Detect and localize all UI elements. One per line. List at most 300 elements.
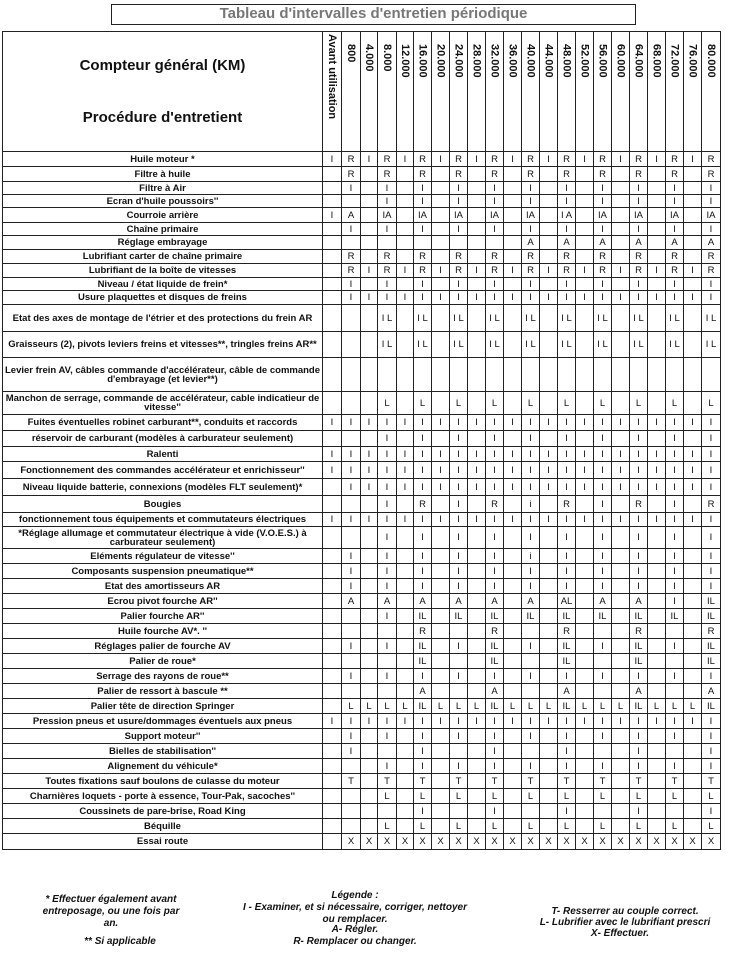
schedule-cell: I [486, 182, 504, 195]
schedule-cell [504, 167, 522, 182]
schedule-cell: R [630, 167, 648, 182]
schedule-cell: I [558, 744, 576, 759]
schedule-cell [576, 549, 594, 564]
schedule-cell: R [558, 167, 576, 182]
schedule-cell: R [702, 624, 721, 639]
schedule-cell [612, 639, 630, 654]
schedule-cell: A [558, 236, 576, 250]
schedule-cell [540, 759, 558, 774]
schedule-cell: I [522, 278, 540, 291]
schedule-cell: I [594, 447, 612, 462]
schedule-cell: IL [702, 639, 721, 654]
procedure-label: Réglages palier de fourche AV [3, 639, 323, 654]
schedule-cell [612, 744, 630, 759]
schedule-cell [397, 684, 414, 699]
schedule-cell [432, 431, 450, 447]
schedule-cell: I [540, 479, 558, 496]
schedule-cell [684, 654, 702, 669]
schedule-cell [612, 684, 630, 699]
procedure-label: Levier frein AV, câbles commande d'accélérateur, câble de commande d'embrayage (et levier**) [3, 358, 323, 392]
km-column-header [397, 32, 414, 152]
schedule-cell: I [378, 479, 397, 496]
schedule-cell [684, 819, 702, 834]
schedule-cell: I [342, 278, 361, 291]
schedule-cell: T [414, 774, 432, 789]
schedule-cell: IA [486, 208, 504, 223]
schedule-cell: I [468, 415, 486, 431]
schedule-cell: R [522, 167, 540, 182]
schedule-cell [576, 594, 594, 609]
schedule-cell: I [414, 714, 432, 729]
schedule-cell [468, 549, 486, 564]
procedure-label: Eléments régulateur de vitesse'' [3, 549, 323, 564]
procedure-label: Bielles de stabilisation'' [3, 744, 323, 759]
schedule-cell [612, 579, 630, 594]
schedule-cell: I [702, 744, 721, 759]
schedule-cell: I [648, 462, 666, 479]
schedule-cell: I [594, 278, 612, 291]
schedule-cell: R [486, 167, 504, 182]
schedule-cell: L [414, 819, 432, 834]
schedule-cell: I [378, 714, 397, 729]
schedule-cell [504, 208, 522, 223]
schedule-cell [342, 332, 361, 358]
schedule-cell: I [594, 527, 612, 549]
schedule-cell [323, 527, 342, 549]
schedule-cell: IL [414, 609, 432, 624]
schedule-cell: I [378, 223, 397, 236]
schedule-cell: I L [450, 305, 468, 332]
table-row [3, 195, 721, 208]
schedule-cell [612, 332, 630, 358]
schedule-cell [468, 167, 486, 182]
table-row [3, 278, 721, 291]
table-row [3, 714, 721, 729]
schedule-cell: IL [558, 609, 576, 624]
schedule-cell [342, 819, 361, 834]
procedure-label: Fuites éventuelles robinet carburant**, conduits et raccords [3, 415, 323, 431]
schedule-cell: I [702, 415, 721, 431]
schedule-cell [378, 358, 397, 392]
schedule-cell [450, 624, 468, 639]
schedule-cell: A [414, 684, 432, 699]
schedule-cell [504, 774, 522, 789]
schedule-cell: I [666, 527, 684, 549]
schedule-cell [432, 182, 450, 195]
schedule-cell [648, 594, 666, 609]
schedule-cell: R [450, 167, 468, 182]
schedule-cell [522, 358, 540, 392]
schedule-cell [612, 305, 630, 332]
schedule-cell: I [468, 264, 486, 278]
schedule-cell: IL [450, 609, 468, 624]
schedule-cell: IL [486, 639, 504, 654]
schedule-cell [468, 496, 486, 513]
procedure-header: Procédure d'entretient [82, 108, 243, 126]
schedule-cell [468, 305, 486, 332]
schedule-cell [576, 654, 594, 669]
schedule-cell: IL [702, 699, 721, 714]
schedule-cell [397, 195, 414, 208]
schedule-cell: R [558, 496, 576, 513]
schedule-cell: I [540, 415, 558, 431]
schedule-cell: T [486, 774, 504, 789]
schedule-cell: X [558, 834, 576, 850]
schedule-cell: R [414, 624, 432, 639]
km-column-header [702, 32, 721, 152]
schedule-cell: I [450, 564, 468, 579]
schedule-cell: I [414, 278, 432, 291]
schedule-cell [612, 804, 630, 819]
schedule-cell [361, 789, 378, 804]
schedule-cell: I [486, 223, 504, 236]
schedule-cell: I L [378, 305, 397, 332]
schedule-cell: IA [594, 208, 612, 223]
schedule-cell: I [342, 714, 361, 729]
schedule-cell [648, 358, 666, 392]
schedule-cell [540, 804, 558, 819]
schedule-cell: I [540, 264, 558, 278]
schedule-cell: IL [486, 609, 504, 624]
schedule-cell [361, 669, 378, 684]
schedule-cell [576, 195, 594, 208]
schedule-cell: I [558, 564, 576, 579]
schedule-cell: I [558, 714, 576, 729]
schedule-cell: I [666, 415, 684, 431]
schedule-cell: I L [450, 332, 468, 358]
schedule-cell [323, 684, 342, 699]
procedure-label: Courroie arrière [3, 208, 323, 223]
schedule-cell: I [558, 447, 576, 462]
schedule-cell: I [361, 152, 378, 167]
schedule-cell: I L [630, 332, 648, 358]
schedule-cell: I [666, 431, 684, 447]
schedule-cell: I [666, 496, 684, 513]
schedule-cell: I [414, 564, 432, 579]
schedule-cell [504, 223, 522, 236]
legend-a: A- Régler. [331, 924, 379, 935]
schedule-cell [576, 804, 594, 819]
schedule-cell [504, 624, 522, 639]
schedule-cell: T [450, 774, 468, 789]
schedule-cell [323, 167, 342, 182]
schedule-cell: L [666, 789, 684, 804]
schedule-cell: IL [702, 654, 721, 669]
schedule-cell: I L [522, 332, 540, 358]
schedule-cell: I [432, 513, 450, 527]
schedule-cell: I [702, 669, 721, 684]
schedule-cell [432, 332, 450, 358]
schedule-cell: I [522, 479, 540, 496]
schedule-cell: I [540, 152, 558, 167]
schedule-cell: I [630, 462, 648, 479]
schedule-cell: I [666, 759, 684, 774]
schedule-cell [361, 609, 378, 624]
table-row [3, 479, 721, 496]
schedule-cell [504, 759, 522, 774]
schedule-cell: R [630, 250, 648, 264]
schedule-cell [648, 250, 666, 264]
schedule-cell [432, 639, 450, 654]
schedule-cell: I [414, 447, 432, 462]
schedule-cell: I [594, 291, 612, 305]
schedule-cell: I [414, 527, 432, 549]
km-column-header [323, 32, 342, 152]
schedule-cell: I [486, 479, 504, 496]
schedule-cell: I [630, 527, 648, 549]
schedule-cell: I [612, 415, 630, 431]
schedule-cell [558, 358, 576, 392]
schedule-cell [432, 789, 450, 804]
schedule-cell: R [450, 152, 468, 167]
schedule-cell [648, 579, 666, 594]
schedule-cell: I [702, 714, 721, 729]
schedule-cell: I [414, 182, 432, 195]
km-column-header [486, 32, 504, 152]
schedule-cell: I [594, 496, 612, 513]
schedule-cell: I [432, 152, 450, 167]
schedule-cell: IL [702, 609, 721, 624]
schedule-cell: I [576, 152, 594, 167]
schedule-cell: L [522, 819, 540, 834]
schedule-cell: L [630, 789, 648, 804]
schedule-cell: I [486, 513, 504, 527]
schedule-cell: IL [594, 609, 612, 624]
schedule-cell: I [612, 479, 630, 496]
schedule-cell [450, 358, 468, 392]
schedule-cell [323, 358, 342, 392]
schedule-cell: I [361, 447, 378, 462]
schedule-cell: R [342, 167, 361, 182]
schedule-cell [648, 759, 666, 774]
schedule-cell [540, 305, 558, 332]
schedule-cell [612, 819, 630, 834]
schedule-cell: I [450, 447, 468, 462]
schedule-cell [684, 250, 702, 264]
schedule-cell [540, 744, 558, 759]
schedule-cell: I [558, 291, 576, 305]
schedule-cell: I [450, 513, 468, 527]
schedule-cell: I [397, 513, 414, 527]
schedule-cell: I L [522, 305, 540, 332]
schedule-cell [432, 564, 450, 579]
schedule-cell [504, 195, 522, 208]
schedule-cell: A [450, 594, 468, 609]
schedule-cell: I [666, 278, 684, 291]
schedule-cell: I [450, 223, 468, 236]
schedule-cell [342, 684, 361, 699]
table-row [3, 804, 721, 819]
header-row [3, 32, 721, 152]
schedule-cell: A [594, 236, 612, 250]
schedule-cell: L [414, 789, 432, 804]
schedule-cell: L [486, 819, 504, 834]
schedule-cell [540, 223, 558, 236]
schedule-cell: I [630, 415, 648, 431]
schedule-cell [468, 195, 486, 208]
table-row [3, 305, 721, 332]
schedule-cell: I [414, 415, 432, 431]
schedule-cell [397, 496, 414, 513]
schedule-cell [432, 167, 450, 182]
schedule-cell: I [558, 527, 576, 549]
schedule-cell: I [702, 431, 721, 447]
schedule-cell: I [666, 513, 684, 527]
schedule-cell [684, 684, 702, 699]
schedule-cell: I [361, 415, 378, 431]
schedule-cell: L [378, 819, 397, 834]
schedule-cell: L [432, 699, 450, 714]
schedule-cell [540, 624, 558, 639]
schedule-cell: I [450, 182, 468, 195]
schedule-cell: I [702, 291, 721, 305]
schedule-cell: I [414, 291, 432, 305]
schedule-cell [576, 819, 594, 834]
schedule-cell: R [558, 152, 576, 167]
schedule-cell [648, 236, 666, 250]
schedule-cell: i [522, 496, 540, 513]
schedule-cell [504, 527, 522, 549]
schedule-cell [540, 182, 558, 195]
schedule-cell: I L [414, 332, 432, 358]
schedule-cell: R [558, 250, 576, 264]
schedule-cell [378, 236, 397, 250]
schedule-cell [684, 759, 702, 774]
schedule-cell: I [630, 223, 648, 236]
schedule-cell [397, 654, 414, 669]
schedule-cell: X [630, 834, 648, 850]
schedule-cell: I [702, 579, 721, 594]
schedule-cell: I [450, 729, 468, 744]
schedule-cell [397, 431, 414, 447]
schedule-cell: I [486, 549, 504, 564]
schedule-cell: X [540, 834, 558, 850]
schedule-cell [450, 654, 468, 669]
procedure-label: fonctionnement tous équipements et commutateurs électriques [3, 513, 323, 527]
schedule-cell [323, 236, 342, 250]
schedule-cell: I [504, 462, 522, 479]
table-row [3, 789, 721, 804]
schedule-cell [361, 654, 378, 669]
schedule-cell [397, 594, 414, 609]
procedure-label: Support moteur'' [3, 729, 323, 744]
schedule-cell [684, 729, 702, 744]
schedule-cell [361, 358, 378, 392]
schedule-cell [397, 774, 414, 789]
schedule-cell [648, 195, 666, 208]
schedule-cell [432, 744, 450, 759]
schedule-cell: R [630, 152, 648, 167]
schedule-cell [468, 358, 486, 392]
schedule-cell: I [612, 513, 630, 527]
schedule-cell [612, 729, 630, 744]
schedule-cell [684, 223, 702, 236]
schedule-cell [702, 358, 721, 392]
km-column-label: 4.000 [363, 44, 375, 72]
schedule-cell [378, 744, 397, 759]
schedule-cell: I L [594, 332, 612, 358]
schedule-cell: IA [450, 208, 468, 223]
schedule-cell [397, 639, 414, 654]
km-column-header [342, 32, 361, 152]
table-row [3, 609, 721, 624]
schedule-cell: I [594, 195, 612, 208]
schedule-cell [576, 358, 594, 392]
schedule-cell: R [414, 167, 432, 182]
schedule-cell [648, 431, 666, 447]
schedule-cell: I [504, 447, 522, 462]
table-row [3, 236, 721, 250]
schedule-cell: R [522, 250, 540, 264]
schedule-cell: I [378, 182, 397, 195]
schedule-cell: T [558, 774, 576, 789]
schedule-cell: I [684, 152, 702, 167]
km-column-header [558, 32, 576, 152]
schedule-cell [576, 527, 594, 549]
schedule-cell: I [432, 447, 450, 462]
schedule-cell [397, 564, 414, 579]
schedule-cell: A [342, 594, 361, 609]
schedule-cell: I [558, 759, 576, 774]
schedule-cell: I [378, 431, 397, 447]
schedule-cell: I [486, 431, 504, 447]
schedule-cell [648, 684, 666, 699]
schedule-cell: L [702, 789, 721, 804]
schedule-cell: L [378, 392, 397, 415]
schedule-cell [684, 236, 702, 250]
schedule-cell: I [414, 804, 432, 819]
schedule-cell: I [486, 195, 504, 208]
schedule-cell [397, 236, 414, 250]
schedule-cell: A [630, 236, 648, 250]
km-column-header [414, 32, 432, 152]
schedule-cell [432, 669, 450, 684]
schedule-cell [666, 624, 684, 639]
schedule-cell: I [486, 564, 504, 579]
schedule-cell [612, 654, 630, 669]
schedule-cell [361, 167, 378, 182]
schedule-cell: I [342, 729, 361, 744]
schedule-cell: R [702, 152, 721, 167]
schedule-cell: A [594, 594, 612, 609]
schedule-cell: L [378, 789, 397, 804]
schedule-cell: R [630, 624, 648, 639]
schedule-cell: L [414, 392, 432, 415]
schedule-cell: I [378, 415, 397, 431]
legend-note-star: * Effectuer également avant entreposage, ou une fois par an. [42, 894, 180, 929]
km-column-header [648, 32, 666, 152]
schedule-cell [504, 549, 522, 564]
schedule-cell [576, 392, 594, 415]
schedule-cell [576, 496, 594, 513]
schedule-cell: I [666, 549, 684, 564]
schedule-cell: I [576, 264, 594, 278]
schedule-cell [361, 624, 378, 639]
schedule-cell: I [594, 639, 612, 654]
schedule-cell: I [450, 639, 468, 654]
schedule-cell [594, 624, 612, 639]
schedule-cell [648, 654, 666, 669]
schedule-cell [468, 729, 486, 744]
schedule-cell: X [648, 834, 666, 850]
schedule-cell: I [594, 669, 612, 684]
schedule-cell: R [378, 250, 397, 264]
schedule-cell: I [684, 415, 702, 431]
schedule-cell [540, 564, 558, 579]
schedule-cell [594, 358, 612, 392]
schedule-cell [323, 431, 342, 447]
table-row [3, 415, 721, 431]
